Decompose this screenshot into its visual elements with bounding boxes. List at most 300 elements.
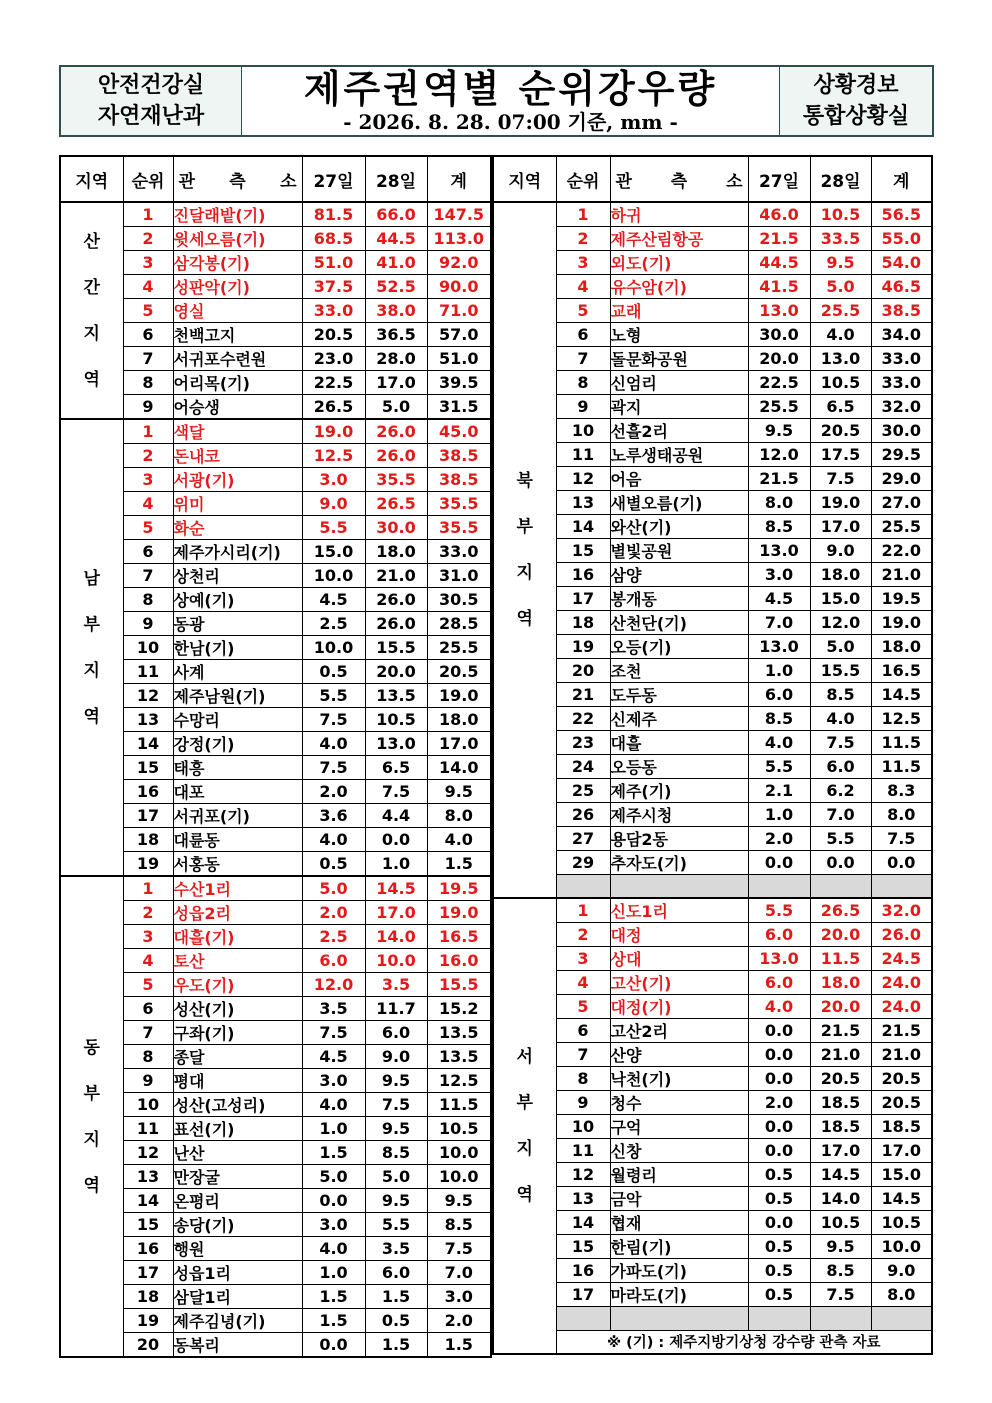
rank-cell: 9 xyxy=(123,612,173,636)
station-cell: 사계 xyxy=(173,660,302,684)
day27-cell: 0.5 xyxy=(302,852,365,877)
table-row xyxy=(493,731,932,755)
region-char: 지 xyxy=(83,1129,100,1150)
station-cell: 선흘2리 xyxy=(610,419,748,443)
station-cell: 금악 xyxy=(610,1187,748,1211)
day27-cell: 2.0 xyxy=(748,827,810,851)
station-cell: 제주가시리(기) xyxy=(173,540,302,564)
station-cell: 성읍2리 xyxy=(173,901,302,925)
table-row xyxy=(493,1091,932,1115)
total-cell: 147.5 xyxy=(427,202,491,227)
day27-cell: 30.0 xyxy=(748,323,810,347)
day28-cell: 10.0 xyxy=(365,949,427,973)
total-cell: 1.5 xyxy=(427,852,491,877)
rank-header: 순위 xyxy=(556,156,610,202)
table-row xyxy=(493,515,932,539)
rank-cell: 7 xyxy=(556,1043,610,1067)
rank-cell: 22 xyxy=(556,707,610,731)
day27-cell: 1.5 xyxy=(302,1309,365,1333)
day28-cell: 4.0 xyxy=(810,707,871,731)
station-cell: 협재 xyxy=(610,1211,748,1235)
day28-cell: 5.5 xyxy=(810,827,871,851)
total-cell: 18.5 xyxy=(871,1115,932,1139)
day28-cell: 17.0 xyxy=(365,371,427,395)
rank-cell: 13 xyxy=(556,1187,610,1211)
table-row xyxy=(60,828,491,852)
station-cell: 오등(기) xyxy=(610,635,748,659)
station-cell: 삼양 xyxy=(610,563,748,587)
day28-cell: 10.5 xyxy=(810,371,871,395)
day28-cell: 26.0 xyxy=(365,588,427,612)
day28-cell: 7.5 xyxy=(365,1093,427,1117)
station-cell: 제주남원(기) xyxy=(173,684,302,708)
rank-cell: 8 xyxy=(123,1045,173,1069)
station-cell: 유수암(기) xyxy=(610,275,748,299)
table-row xyxy=(493,251,932,275)
rank-cell: 1 xyxy=(556,202,610,227)
day28-cell: 17.0 xyxy=(810,515,871,539)
rank-cell: 19 xyxy=(556,635,610,659)
region-cell xyxy=(60,419,123,876)
day27-cell: 22.5 xyxy=(748,371,810,395)
day27-cell: 13.0 xyxy=(748,539,810,563)
total-cell: 10.0 xyxy=(427,1141,491,1165)
total-cell: 31.0 xyxy=(427,564,491,588)
day28-cell: 7.5 xyxy=(365,780,427,804)
station-cell: 성판악(기) xyxy=(173,275,302,299)
rank-cell: 15 xyxy=(123,756,173,780)
total-cell: 15.0 xyxy=(871,1163,932,1187)
table-row xyxy=(493,827,932,851)
station-cell: 산양 xyxy=(610,1043,748,1067)
station-cell: 신창 xyxy=(610,1139,748,1163)
day28-cell: 0.0 xyxy=(810,851,871,875)
empty-cell xyxy=(871,875,932,899)
day28-cell: 30.0 xyxy=(365,516,427,540)
rank-cell: 20 xyxy=(556,659,610,683)
table-row xyxy=(60,1069,491,1093)
station-cell: 월령리 xyxy=(610,1163,748,1187)
table-row xyxy=(60,756,491,780)
station-header: 관 측 소 xyxy=(173,156,302,202)
table-row xyxy=(493,347,932,371)
station-cell: 송당(기) xyxy=(173,1213,302,1237)
rank-cell: 15 xyxy=(556,1235,610,1259)
rank-cell: 14 xyxy=(556,1211,610,1235)
table-row xyxy=(60,227,491,251)
total-cell: 35.5 xyxy=(427,516,491,540)
total-cell: 11.5 xyxy=(871,731,932,755)
day27-cell: 12.5 xyxy=(302,444,365,468)
rank-cell: 6 xyxy=(556,323,610,347)
station-cell: 대포 xyxy=(173,780,302,804)
day28-cell: 5.0 xyxy=(810,635,871,659)
day27-cell: 3.0 xyxy=(748,563,810,587)
total-cell: 21.5 xyxy=(871,1019,932,1043)
rank-cell: 17 xyxy=(123,1261,173,1285)
day27-cell: 4.5 xyxy=(302,1045,365,1069)
rainfall-table-right xyxy=(492,155,933,1355)
station-cell: 제주김녕(기) xyxy=(173,1309,302,1333)
day28-cell: 15.5 xyxy=(810,659,871,683)
day27-cell: 4.5 xyxy=(748,587,810,611)
region-cell xyxy=(493,202,556,898)
station-cell: 마라도(기) xyxy=(610,1283,748,1307)
station-cell: 낙천(기) xyxy=(610,1067,748,1091)
rank-cell: 8 xyxy=(123,588,173,612)
day28-cell: 11.5 xyxy=(810,947,871,971)
day28-cell: 25.5 xyxy=(810,299,871,323)
day27-cell: 23.0 xyxy=(302,347,365,371)
day27-cell: 1.5 xyxy=(302,1141,365,1165)
filler-row xyxy=(493,1307,932,1330)
region-char: 간 xyxy=(83,277,100,298)
total-cell: 17.0 xyxy=(427,732,491,756)
rank-cell: 11 xyxy=(556,1139,610,1163)
day28-header: 28일 xyxy=(810,156,871,202)
day28-cell: 7.5 xyxy=(810,731,871,755)
table-row xyxy=(60,1213,491,1237)
day27-cell: 1.0 xyxy=(748,659,810,683)
total-cell: 16.5 xyxy=(427,925,491,949)
total-cell: 51.0 xyxy=(427,347,491,371)
rank-cell: 5 xyxy=(123,299,173,323)
rank-cell: 16 xyxy=(123,780,173,804)
day28-cell: 5.5 xyxy=(365,1213,427,1237)
day28-cell: 20.5 xyxy=(810,419,871,443)
table-row xyxy=(493,683,932,707)
rank-cell: 1 xyxy=(556,898,610,923)
station-cell: 봉개동 xyxy=(610,587,748,611)
day28-cell: 0.5 xyxy=(365,1309,427,1333)
day28-cell: 33.5 xyxy=(810,227,871,251)
total-cell: 14.0 xyxy=(427,756,491,780)
filler-row xyxy=(493,875,932,899)
day27-cell: 6.0 xyxy=(748,971,810,995)
empty-cell xyxy=(610,1307,748,1330)
empty-cell xyxy=(810,875,871,899)
total-cell: 10.5 xyxy=(427,1117,491,1141)
table-row xyxy=(493,995,932,1019)
table-row xyxy=(60,468,491,492)
rank-cell: 23 xyxy=(556,731,610,755)
total-cell: 12.5 xyxy=(871,707,932,731)
rank-cell: 5 xyxy=(123,516,173,540)
rank-cell: 17 xyxy=(556,587,610,611)
total-cell: 22.0 xyxy=(871,539,932,563)
day27-cell: 4.0 xyxy=(302,732,365,756)
station-cell: 하귀 xyxy=(610,202,748,227)
department-line-1: 안전건강실 xyxy=(97,73,205,98)
day27-cell: 51.0 xyxy=(302,251,365,275)
total-cell: 19.5 xyxy=(427,876,491,901)
total-cell: 27.0 xyxy=(871,491,932,515)
total-cell: 13.5 xyxy=(427,1021,491,1045)
station-cell: 성산(기) xyxy=(173,997,302,1021)
station-cell: 서홍동 xyxy=(173,852,302,877)
rank-cell: 19 xyxy=(123,852,173,877)
day28-cell: 12.0 xyxy=(810,611,871,635)
table-header-row xyxy=(60,156,491,202)
rank-cell: 16 xyxy=(556,1259,610,1283)
total-cell: 113.0 xyxy=(427,227,491,251)
day28-cell: 9.5 xyxy=(365,1189,427,1213)
total-cell: 19.0 xyxy=(427,901,491,925)
rank-cell: 10 xyxy=(556,1115,610,1139)
table-row xyxy=(60,516,491,540)
rank-cell: 12 xyxy=(123,1141,173,1165)
rank-cell: 4 xyxy=(123,949,173,973)
day28-cell: 26.0 xyxy=(365,444,427,468)
total-cell: 56.5 xyxy=(871,202,932,227)
rank-cell: 9 xyxy=(123,395,173,420)
day28-cell: 8.5 xyxy=(810,683,871,707)
day27-cell: 21.5 xyxy=(748,227,810,251)
station-cell: 영실 xyxy=(173,299,302,323)
day28-cell: 26.5 xyxy=(810,898,871,923)
day28-cell: 6.0 xyxy=(810,755,871,779)
table-row xyxy=(60,804,491,828)
table-row xyxy=(60,660,491,684)
station-cell: 구억 xyxy=(610,1115,748,1139)
region-char: 서 xyxy=(516,1047,533,1068)
table-row xyxy=(60,973,491,997)
rank-cell: 6 xyxy=(123,997,173,1021)
table-row xyxy=(493,202,932,227)
day27-cell: 4.0 xyxy=(302,1093,365,1117)
day27-cell: 13.0 xyxy=(748,947,810,971)
total-cell: 32.0 xyxy=(871,395,932,419)
day28-cell: 8.5 xyxy=(365,1141,427,1165)
table-row xyxy=(60,1045,491,1069)
station-cell: 한남(기) xyxy=(173,636,302,660)
day27-cell: 41.5 xyxy=(748,275,810,299)
rank-cell: 2 xyxy=(556,227,610,251)
day28-cell: 15.5 xyxy=(365,636,427,660)
day28-cell: 20.0 xyxy=(810,995,871,1019)
day28-cell: 35.5 xyxy=(365,468,427,492)
table-row xyxy=(60,876,491,901)
station-cell: 추자도(기) xyxy=(610,851,748,875)
day27-cell: 5.5 xyxy=(748,898,810,923)
table-row xyxy=(493,227,932,251)
station-cell: 외도(기) xyxy=(610,251,748,275)
region-cell xyxy=(60,202,123,419)
rank-cell: 17 xyxy=(123,804,173,828)
rank-cell: 7 xyxy=(123,564,173,588)
day27-cell: 33.0 xyxy=(302,299,365,323)
total-cell: 15.2 xyxy=(427,997,491,1021)
station-cell: 행원 xyxy=(173,1237,302,1261)
rank-cell: 11 xyxy=(556,443,610,467)
day27-cell: 15.0 xyxy=(302,540,365,564)
day28-cell: 6.0 xyxy=(365,1261,427,1285)
table-row xyxy=(493,1283,932,1307)
day28-cell: 1.0 xyxy=(365,852,427,877)
day27-cell: 6.0 xyxy=(302,949,365,973)
table-row xyxy=(60,780,491,804)
table-row xyxy=(60,949,491,973)
office-label xyxy=(780,67,932,135)
day27-cell: 2.0 xyxy=(748,1091,810,1115)
day27-cell: 0.5 xyxy=(748,1259,810,1283)
total-cell: 31.5 xyxy=(427,395,491,420)
region-char: 부 xyxy=(83,1083,100,1104)
station-cell: 제주(기) xyxy=(610,779,748,803)
table-row xyxy=(493,947,932,971)
rank-cell: 4 xyxy=(123,275,173,299)
day27-cell: 5.5 xyxy=(302,684,365,708)
table-row xyxy=(493,898,932,923)
department-label xyxy=(61,67,242,135)
table-row xyxy=(60,1093,491,1117)
table-row xyxy=(60,323,491,347)
total-cell: 8.0 xyxy=(427,804,491,828)
day27-cell: 0.0 xyxy=(748,851,810,875)
station-cell: 조천 xyxy=(610,659,748,683)
rank-cell: 18 xyxy=(123,828,173,852)
region-char: 역 xyxy=(516,1185,533,1206)
day28-cell: 19.0 xyxy=(810,491,871,515)
rank-cell: 9 xyxy=(556,395,610,419)
day27-cell: 7.5 xyxy=(302,708,365,732)
day27-cell: 6.0 xyxy=(748,683,810,707)
rank-cell: 18 xyxy=(556,611,610,635)
table-row xyxy=(493,1163,932,1187)
rank-cell: 10 xyxy=(123,636,173,660)
day27-header: 27일 xyxy=(302,156,365,202)
day28-cell: 5.0 xyxy=(365,1165,427,1189)
rank-cell: 18 xyxy=(123,1285,173,1309)
station-cell: 태흥 xyxy=(173,756,302,780)
region-char: 지 xyxy=(83,660,100,681)
day28-cell: 6.0 xyxy=(365,1021,427,1045)
total-cell: 16.5 xyxy=(871,659,932,683)
day28-cell: 15.0 xyxy=(810,587,871,611)
table-row xyxy=(493,539,932,563)
report-title: 제주권역별 순위강우량 xyxy=(303,67,718,111)
station-cell: 청수 xyxy=(610,1091,748,1115)
report-header xyxy=(59,65,934,137)
day28-cell: 6.5 xyxy=(810,395,871,419)
table-row xyxy=(493,1235,932,1259)
day28-cell: 28.0 xyxy=(365,347,427,371)
day28-cell: 1.5 xyxy=(365,1333,427,1358)
rank-cell: 3 xyxy=(123,925,173,949)
day28-cell: 14.5 xyxy=(810,1163,871,1187)
station-cell: 대흘 xyxy=(610,731,748,755)
table-row xyxy=(493,1187,932,1211)
station-cell: 어음 xyxy=(610,467,748,491)
day27-cell: 12.0 xyxy=(302,973,365,997)
total-cell: 92.0 xyxy=(427,251,491,275)
rank-cell: 1 xyxy=(123,876,173,901)
table-row xyxy=(493,371,932,395)
total-cell: 34.0 xyxy=(871,323,932,347)
rank-cell: 8 xyxy=(123,371,173,395)
day27-cell: 1.0 xyxy=(748,803,810,827)
table-row xyxy=(493,971,932,995)
total-cell: 33.0 xyxy=(427,540,491,564)
total-cell: 24.0 xyxy=(871,971,932,995)
station-cell: 진달래밭(기) xyxy=(173,202,302,227)
day28-cell: 6.5 xyxy=(365,756,427,780)
total-cell: 26.0 xyxy=(871,923,932,947)
day27-cell: 21.5 xyxy=(748,467,810,491)
table-row xyxy=(493,1139,932,1163)
rank-cell: 10 xyxy=(123,1093,173,1117)
day28-cell: 11.7 xyxy=(365,997,427,1021)
total-cell: 7.5 xyxy=(871,827,932,851)
day28-cell: 44.5 xyxy=(365,227,427,251)
rank-cell: 13 xyxy=(123,708,173,732)
station-cell: 구좌(기) xyxy=(173,1021,302,1045)
total-cell: 8.5 xyxy=(427,1213,491,1237)
total-cell: 19.0 xyxy=(871,611,932,635)
total-cell: 10.5 xyxy=(871,1211,932,1235)
rank-cell: 15 xyxy=(556,539,610,563)
day27-cell: 3.0 xyxy=(302,1069,365,1093)
table-row xyxy=(60,1189,491,1213)
day27-cell: 0.0 xyxy=(748,1019,810,1043)
total-cell: 1.5 xyxy=(427,1333,491,1358)
total-cell: 33.0 xyxy=(871,371,932,395)
station-cell: 수산1리 xyxy=(173,876,302,901)
station-cell: 수망리 xyxy=(173,708,302,732)
day27-cell: 3.6 xyxy=(302,804,365,828)
rank-cell: 3 xyxy=(123,251,173,275)
total-cell: 17.0 xyxy=(871,1139,932,1163)
station-cell: 대륜동 xyxy=(173,828,302,852)
table-row xyxy=(60,925,491,949)
day27-cell: 10.0 xyxy=(302,564,365,588)
table-row xyxy=(60,1117,491,1141)
total-cell: 19.5 xyxy=(871,587,932,611)
rank-cell: 11 xyxy=(123,660,173,684)
day27-cell: 12.0 xyxy=(748,443,810,467)
day28-cell: 6.2 xyxy=(810,779,871,803)
station-cell: 고산2리 xyxy=(610,1019,748,1043)
table-row xyxy=(60,275,491,299)
station-cell: 와산(기) xyxy=(610,515,748,539)
station-cell: 화순 xyxy=(173,516,302,540)
station-cell: 대정(기) xyxy=(610,995,748,1019)
region-char: 역 xyxy=(83,706,100,727)
day27-cell: 7.5 xyxy=(302,756,365,780)
day28-cell: 18.5 xyxy=(810,1091,871,1115)
rank-cell: 3 xyxy=(556,251,610,275)
station-cell: 상대 xyxy=(610,947,748,971)
day28-cell: 5.0 xyxy=(365,395,427,420)
total-cell: 46.5 xyxy=(871,275,932,299)
station-cell: 상천리 xyxy=(173,564,302,588)
table-row xyxy=(493,803,932,827)
station-cell: 가파도(기) xyxy=(610,1259,748,1283)
rank-cell: 7 xyxy=(123,1021,173,1045)
rank-cell: 20 xyxy=(123,1333,173,1358)
table-row xyxy=(60,1165,491,1189)
station-cell: 도두동 xyxy=(610,683,748,707)
rank-cell: 17 xyxy=(556,1283,610,1307)
rank-cell: 26 xyxy=(556,803,610,827)
station-header: 관 측 소 xyxy=(610,156,748,202)
rank-cell: 1 xyxy=(123,419,173,444)
total-cell: 21.0 xyxy=(871,1043,932,1067)
station-cell: 새별오름(기) xyxy=(610,491,748,515)
empty-cell xyxy=(556,1307,610,1330)
station-cell: 오등동 xyxy=(610,755,748,779)
station-cell: 서귀포(기) xyxy=(173,804,302,828)
